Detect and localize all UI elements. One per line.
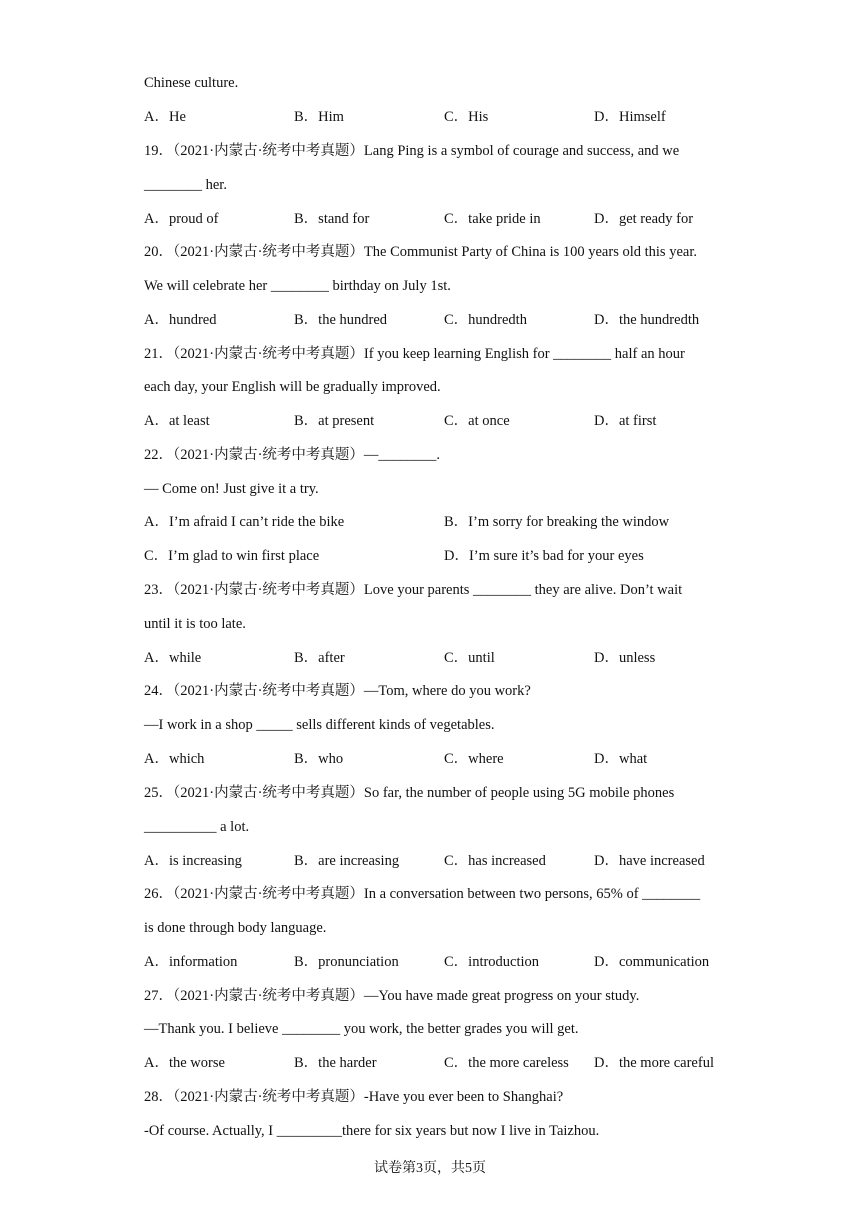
- option-d: D．at first: [594, 413, 657, 429]
- option-c: C．at once: [444, 413, 510, 429]
- option-d: D．I’m sure it’s bad for your eyes: [444, 548, 644, 564]
- question-text-line: 23．（2021·内蒙古·统考中考真题）Love your parents ________ they are alive. Don’t wait: [144, 582, 683, 598]
- question-text-line: each day, your English will be gradually improved.: [144, 379, 441, 395]
- option-b: B．I’m sorry for breaking the window: [444, 514, 670, 530]
- option-d: D．what: [594, 751, 648, 767]
- option-c: C．I’m glad to win first place: [144, 548, 320, 564]
- question-text-line: 28．（2021·内蒙古·统考中考真题）-Have you ever been to Shanghai?: [144, 1089, 564, 1105]
- option-a: A．I’m afraid I can’t ride the bike: [144, 514, 345, 530]
- option-b: B．Him: [294, 109, 344, 125]
- option-d: D．Himself: [594, 109, 666, 125]
- option-c: C．hundredth: [444, 312, 527, 328]
- option-b: B．who: [294, 751, 344, 767]
- option-c: C．introduction: [444, 954, 540, 970]
- question-text-line: ________ her.: [144, 177, 227, 193]
- question-text-line: We will celebrate her ________ birthday on July 1st.: [144, 278, 451, 294]
- question-text-line: — Come on! Just give it a try.: [144, 481, 319, 497]
- page-footer: 试卷第3页，共5页: [374, 1161, 486, 1176]
- option-c: C．until: [444, 650, 495, 666]
- option-a: A．is increasing: [144, 853, 242, 869]
- question-text-line: —I work in a shop _____ sells different kinds of vegetables.: [144, 717, 495, 733]
- question-text-line: 26．（2021·内蒙古·统考中考真题）In a conversation between two persons, 65% of ________: [144, 886, 701, 902]
- question-text-line: 22．（2021·内蒙古·统考中考真题）—________.: [144, 447, 441, 463]
- option-b: B．are increasing: [294, 853, 400, 869]
- option-b: B．the harder: [294, 1055, 377, 1071]
- option-d: D．communication: [594, 954, 710, 970]
- question-text-line: until it is too late.: [144, 616, 246, 632]
- option-c: C．where: [444, 751, 504, 767]
- option-a: A．proud of: [144, 211, 219, 227]
- option-b: B．after: [294, 650, 345, 666]
- option-b: B．pronunciation: [294, 954, 399, 970]
- option-c: C．has increased: [444, 853, 546, 869]
- question-text-line: Chinese culture.: [144, 75, 239, 91]
- question-text-line: 25．（2021·内蒙古·统考中考真题）So far, the number of people using 5G mobile phones: [144, 785, 675, 801]
- option-a: A．hundred: [144, 312, 217, 328]
- question-text-line: is done through body language.: [144, 920, 327, 936]
- option-c: C．take pride in: [444, 211, 541, 227]
- option-a: A．information: [144, 954, 238, 970]
- option-c: C．His: [444, 109, 489, 125]
- option-a: A．the worse: [144, 1055, 225, 1071]
- question-text-line: 19．（2021·内蒙古·统考中考真题）Lang Ping is a symbol of courage and success, and we: [144, 143, 680, 159]
- option-a: A．at least: [144, 413, 210, 429]
- option-d: D．the hundredth: [594, 312, 700, 328]
- question-text-line: 27．（2021·内蒙古·统考中考真题）—You have made great progress on your study.: [144, 988, 640, 1004]
- question-text-line: 24．（2021·内蒙古·统考中考真题）—Tom, where do you work?: [144, 683, 531, 699]
- option-a: A．which: [144, 751, 205, 767]
- option-d: D．get ready for: [594, 211, 694, 227]
- option-a: A．while: [144, 650, 202, 666]
- option-c: C．the more careless: [444, 1055, 569, 1071]
- question-text-line: -Of course. Actually, I _________there for six years but now I live in Taizhou.: [144, 1123, 600, 1139]
- option-d: D．the more careful: [594, 1055, 714, 1071]
- question-text-line: __________ a lot.: [144, 819, 250, 835]
- option-b: B．stand for: [294, 211, 370, 227]
- question-text-line: 21．（2021·内蒙古·统考中考真题）If you keep learning English for ________ half an hour: [144, 346, 685, 362]
- option-b: B．the hundred: [294, 312, 388, 328]
- question-text-line: 20．（2021·内蒙古·统考中考真题）The Communist Party of China is 100 years old this year.: [144, 244, 697, 260]
- question-text-line: —Thank you. I believe ________ you work, the better grades you will get.: [144, 1021, 579, 1037]
- option-a: A．He: [144, 109, 186, 125]
- option-b: B．at present: [294, 413, 375, 429]
- option-d: D．have increased: [594, 853, 705, 869]
- option-d: D．unless: [594, 650, 656, 666]
